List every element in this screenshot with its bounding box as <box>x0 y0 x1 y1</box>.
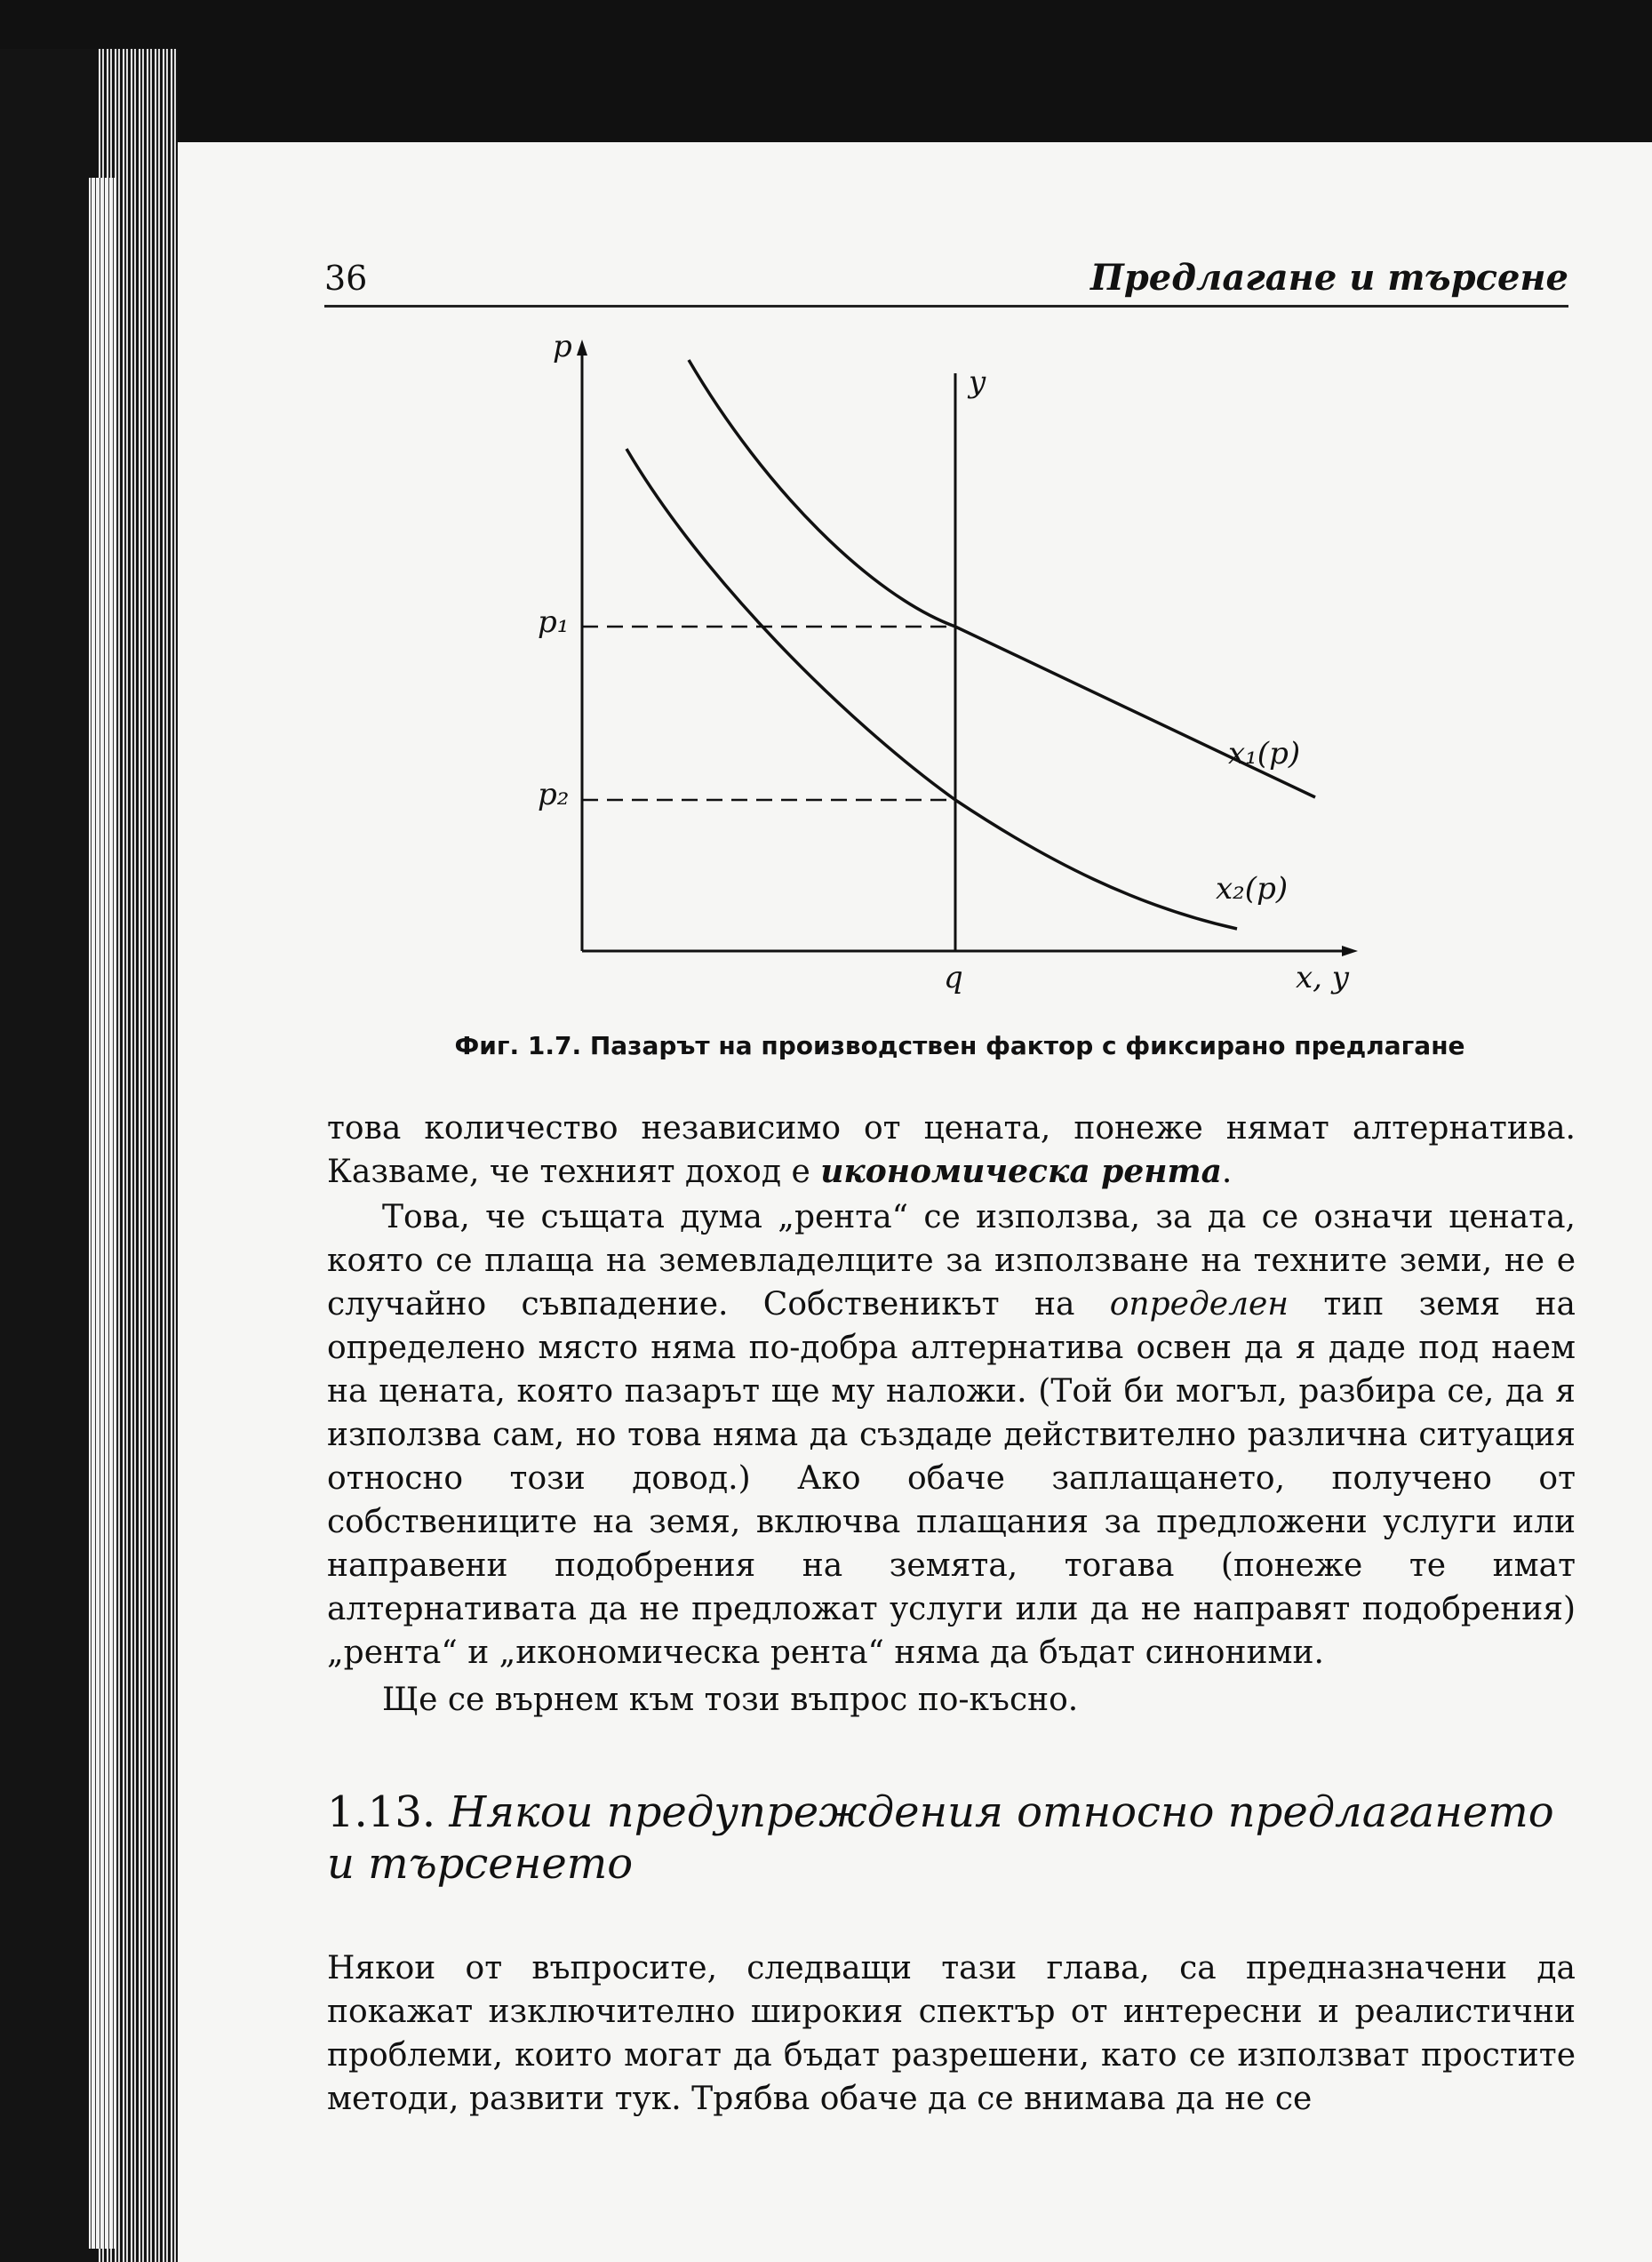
paragraph-3: Ще се върнем към този въпрос по-късно. <box>382 1682 1079 1718</box>
book-page-edges <box>89 178 116 2249</box>
x-axis-arrow <box>1342 946 1358 956</box>
page-number: 36 <box>324 259 368 298</box>
paragraph-2-italic: определен <box>1109 1286 1289 1323</box>
p2-label: p₂ <box>538 777 570 812</box>
paragraph-2-text-b: тип земя на определено място няма по-добра алтернатива освен да я даде под наем на цената, която пазарът ще му наложи. (Той би могъл, разбира се, да я използва сам, но това няма да създаде действително различна ситуация относно този довод.) Ако обаче заплащането, получено от собствениците на земя, включва плащания за предложени услуги или направени подобрения на земята, тогава (понеже те имат алтернативата да не предложат услуги или да не направят подобрения) „рента“ и „икономическа рента“ няма да бъдат синоними. <box>327 1286 1576 1671</box>
section-heading <box>327 1786 1571 1890</box>
running-head <box>324 252 1568 308</box>
p1-label: p₁ <box>538 604 570 640</box>
paragraph-1 <box>327 1107 1576 1194</box>
x-axis-label: x, y <box>1296 960 1349 995</box>
p-axis-arrow <box>577 340 587 356</box>
paragraph-1-text: това количество независимо от цената, понеже нямат алтернатива. Казваме, че техният доход е <box>327 1110 1576 1190</box>
curve-x1-label: x₁(p) <box>1228 736 1301 771</box>
p-axis-label: p <box>553 329 572 364</box>
paragraph-1-end: . <box>1221 1154 1233 1190</box>
curve-x2-label: x₂(p) <box>1216 871 1289 907</box>
scan-top-edge <box>0 0 1652 142</box>
section-number: 1.13. <box>327 1787 436 1837</box>
book-spine-shadow <box>0 49 98 2262</box>
q-label: q <box>944 960 963 995</box>
curve-x1 <box>689 360 1315 797</box>
y-line-label: y <box>969 364 986 400</box>
running-title: Предлагане и търсене <box>1090 257 1568 299</box>
paragraph-1-emphasis: икономическа рента <box>820 1153 1222 1190</box>
section-title: Някои предупреждения относно предлагането и търсенето <box>327 1787 1554 1889</box>
curve-x2 <box>626 449 1237 929</box>
paragraph-2 <box>327 1195 1576 1675</box>
figure-caption: Фиг. 1.7. Пазарът на производствен фактор с фиксирано предлагане <box>454 1031 1465 1060</box>
paragraph-4: Някои от въпросите, следващи тази глава, са предназначени да покажат изключително широкия спектър от интересни и реалистични проблеми, които могат да бъдат разрешени, като се използват простите методи, развити тук. Трябва обаче да се внимава да не се <box>327 1950 1576 2117</box>
figure <box>498 329 1386 995</box>
paragraph-2-text-a: Това, че същата дума „рента“ се използва, за да се означи цената, която се плаща на земевладелците за използване на техните земи, не е случайно съвпадение. Собственикът на <box>327 1199 1576 1323</box>
